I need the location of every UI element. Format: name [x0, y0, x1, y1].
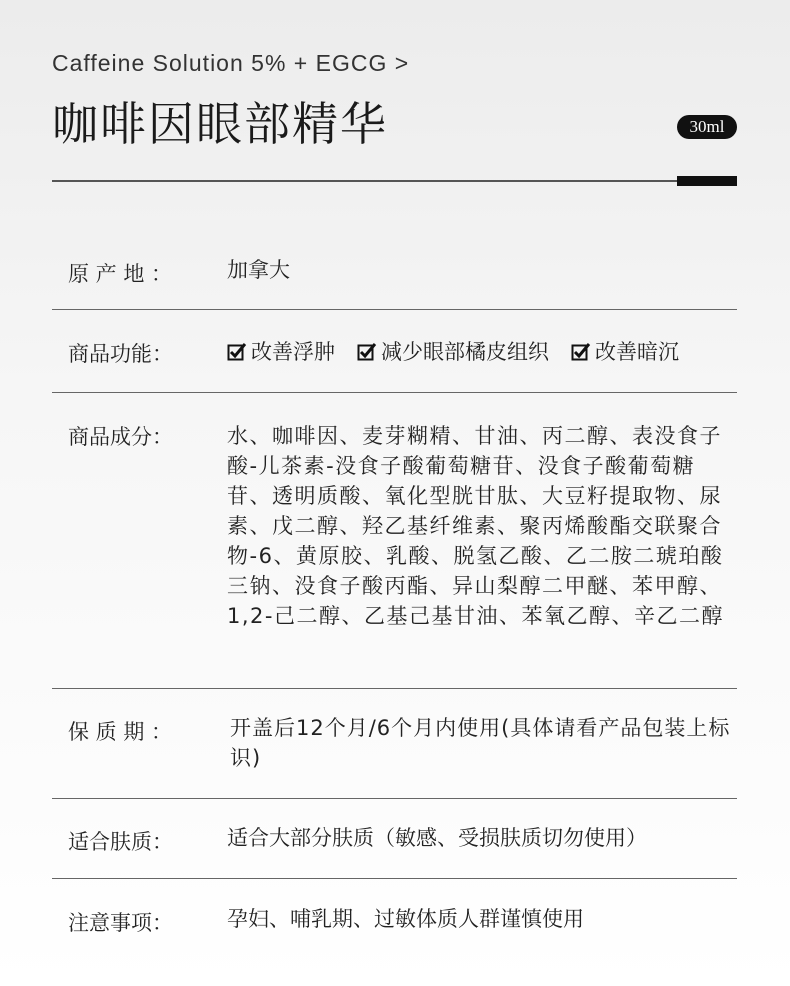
header-divider [52, 180, 677, 182]
page-title: 咖啡因眼部精华 [52, 97, 388, 151]
function-item [357, 337, 549, 367]
function-item-label: 改善浮肿 [251, 340, 335, 364]
header-divider-accent [677, 176, 737, 186]
shelf-life-value: 开盖后12个月/6个月内使用(具体请看产品包装上标识) [230, 716, 731, 770]
origin-row [52, 230, 737, 310]
skin-type-label: 适合肤质： [68, 830, 173, 854]
skin-type-value: 适合大部分肤质（敏感、受损肤质切勿使用） [227, 826, 647, 850]
notes-label: 注意事项： [68, 911, 173, 935]
checkbox-checked-icon [357, 342, 377, 362]
notes-value: 孕妇、哺乳期、过敏体质人群谨慎使用 [227, 907, 584, 931]
function-list [227, 337, 747, 367]
function-item [227, 337, 335, 367]
shelf-life-label: 保 质 期 ： [68, 720, 173, 744]
function-row [52, 310, 737, 393]
ingredients-value: 水、咖啡因、麦芽糊精、甘油、丙二醇、表没食子酸-儿茶素-没食子酸葡萄糖苷、没食子酸葡萄糖苷、透明质酸、氧化型胱甘肽、大豆籽提取物、尿素、戊二醇、羟乙基纤维素、聚丙烯酸酯交联聚合物-6、黄原胶、乳酸、脱氢乙酸、乙二胺二琥珀酸三钠、没食子酸丙酯、异山梨醇二甲醚、苯甲醇、1,2-己二醇、乙基己基甘油、苯氧乙醇、辛乙二醇 [227, 424, 724, 628]
checkbox-checked-icon [227, 342, 247, 362]
subtitle: Caffeine Solution 5% + EGCG > [52, 50, 410, 76]
function-item [571, 337, 679, 367]
notes-row [52, 879, 737, 979]
shelf-life-row [52, 689, 737, 799]
skin-type-row [52, 799, 737, 879]
origin-label: 原 产 地 ： [68, 262, 173, 286]
ingredients-row [52, 393, 737, 689]
origin-value: 加拿大 [227, 258, 290, 282]
volume-badge: 30ml [677, 115, 737, 139]
checkbox-checked-icon [571, 342, 591, 362]
function-label: 商品功能： [68, 342, 173, 366]
ingredients-label: 商品成分： [68, 425, 173, 449]
function-item-label: 改善暗沉 [595, 340, 679, 364]
function-item-label: 减少眼部橘皮组织 [381, 340, 549, 364]
